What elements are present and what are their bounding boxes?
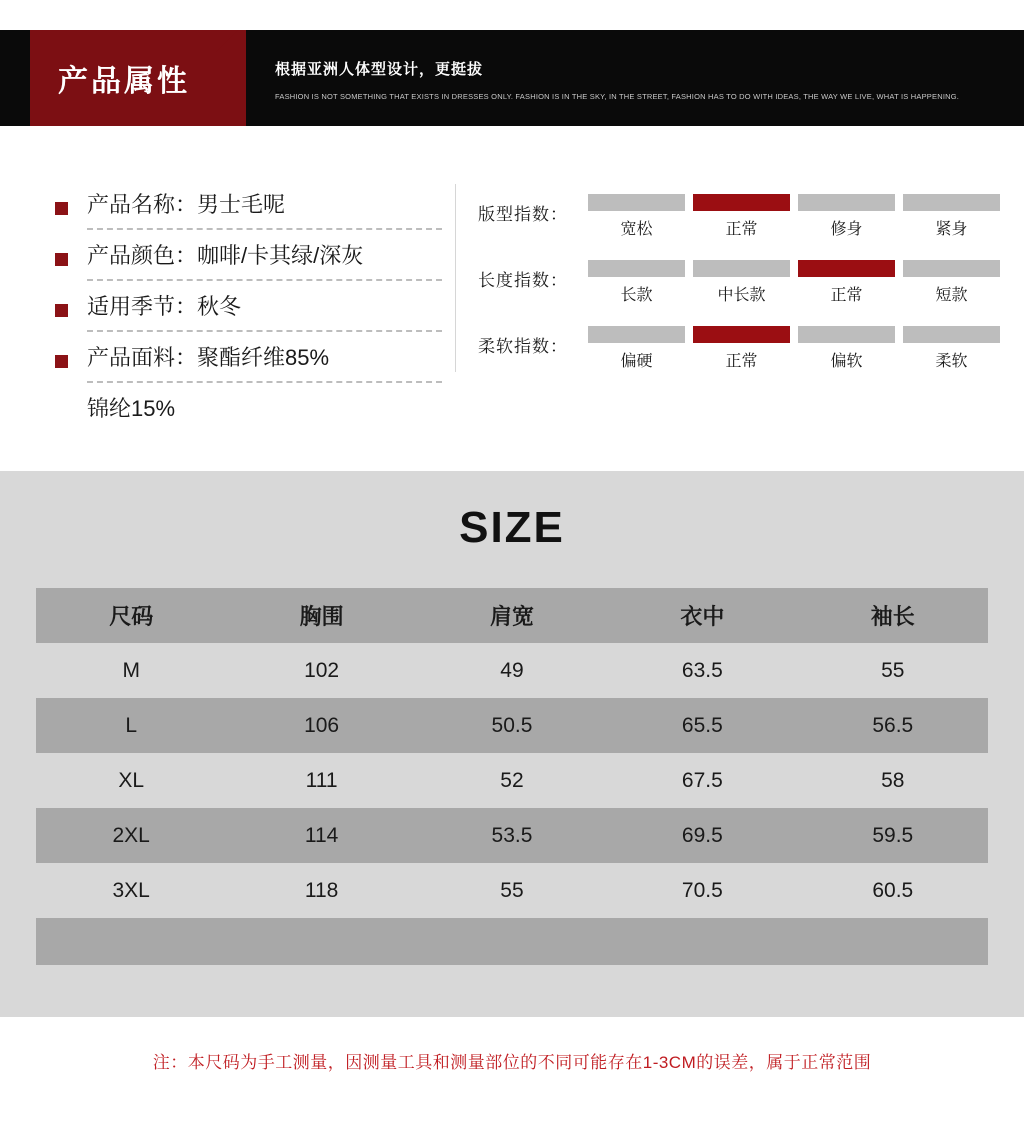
index-segment-active	[693, 326, 790, 343]
index-caption: 宽松	[620, 221, 653, 238]
column-header-chest: 胸围	[226, 588, 416, 643]
size-section	[0, 471, 1024, 1017]
attribute-extra-text: 锦纶15%	[87, 396, 176, 421]
cell-chest: 118	[226, 863, 416, 918]
measurement-note: 注：本尺码为手工测量，因测量工具和测量部位的不同可能存在1-3CM的误差，属于正常范围	[152, 1053, 872, 1072]
size-table	[36, 588, 988, 965]
attribute-row	[55, 286, 450, 337]
index-segment	[798, 326, 895, 343]
table-row	[36, 643, 988, 698]
size-title: SIZE	[459, 503, 565, 552]
measurement-note-section	[0, 1017, 1024, 1117]
banner-tag-notch	[216, 30, 238, 52]
attribute-text: 产品名称：男士毛呢	[87, 192, 286, 217]
footer-cell	[607, 918, 797, 965]
product-attributes-banner	[0, 30, 1024, 126]
index-caption: 修身	[830, 221, 863, 238]
index-captions	[588, 216, 1000, 240]
square-bullet-icon	[55, 202, 68, 215]
cell-length: 65.5	[607, 698, 797, 753]
cell-size: 2XL	[36, 808, 226, 863]
index-label: 长度指数：	[478, 271, 568, 290]
attribute-list	[55, 184, 450, 421]
index-caption: 正常	[725, 221, 758, 238]
cell-shoulder: 53.5	[417, 808, 607, 863]
footer-cell	[798, 918, 988, 965]
table-row	[36, 863, 988, 918]
footer-cell	[36, 918, 226, 965]
footer-cell	[226, 918, 416, 965]
index-segment	[588, 194, 685, 211]
index-segment-active	[693, 194, 790, 211]
index-captions	[588, 348, 1000, 372]
cell-sleeve: 60.5	[798, 863, 988, 918]
index-bars-group	[478, 194, 998, 392]
cell-length: 70.5	[607, 863, 797, 918]
index-label: 柔软指数：	[478, 337, 568, 356]
vertical-divider	[455, 184, 456, 372]
cell-size: XL	[36, 753, 226, 808]
index-caption: 长款	[620, 287, 653, 304]
index-track	[588, 194, 1000, 211]
index-segment	[903, 260, 1000, 277]
table-header-row	[36, 588, 988, 643]
attribute-divider	[87, 381, 442, 383]
column-header-length: 衣中	[607, 588, 797, 643]
index-segment	[903, 194, 1000, 211]
index-segment	[588, 260, 685, 277]
index-caption: 短款	[935, 287, 968, 304]
index-captions	[588, 282, 1000, 306]
attribute-divider	[87, 330, 442, 332]
table-row	[36, 698, 988, 753]
attribute-text: 产品面料：聚酯纤维85%	[87, 345, 330, 370]
attributes-section	[0, 126, 1024, 471]
cell-length: 63.5	[607, 643, 797, 698]
cell-size: M	[36, 643, 226, 698]
index-segment	[798, 194, 895, 211]
index-segment	[903, 326, 1000, 343]
index-group-length	[478, 260, 998, 326]
index-group-softness	[478, 326, 998, 392]
banner-title: 产品属性	[58, 65, 190, 98]
index-caption: 偏硬	[620, 353, 653, 370]
index-segment-active	[798, 260, 895, 277]
index-segment	[693, 260, 790, 277]
index-track	[588, 260, 1000, 277]
attribute-divider	[87, 279, 442, 281]
attribute-row	[55, 235, 450, 286]
cell-size: L	[36, 698, 226, 753]
cell-length: 67.5	[607, 753, 797, 808]
cell-sleeve: 58	[798, 753, 988, 808]
banner-subtitle: 根据亚洲人体型设计，更挺拔	[275, 61, 484, 78]
square-bullet-icon	[55, 355, 68, 368]
column-header-shoulder: 肩宽	[417, 588, 607, 643]
index-caption: 中长款	[717, 287, 766, 304]
cell-sleeve: 55	[798, 643, 988, 698]
index-caption: 偏软	[830, 353, 863, 370]
square-bullet-icon	[55, 304, 68, 317]
attribute-text: 适用季节：秋冬	[87, 294, 242, 319]
attribute-divider	[87, 228, 442, 230]
index-group-fit	[478, 194, 998, 260]
cell-chest: 106	[226, 698, 416, 753]
cell-sleeve: 56.5	[798, 698, 988, 753]
column-header-size: 尺码	[36, 588, 226, 643]
cell-chest: 111	[226, 753, 416, 808]
cell-sleeve: 59.5	[798, 808, 988, 863]
cell-size: 3XL	[36, 863, 226, 918]
index-caption: 正常	[725, 353, 758, 370]
square-bullet-icon	[55, 253, 68, 266]
cell-shoulder: 55	[417, 863, 607, 918]
attribute-row	[55, 337, 450, 388]
table-footer-row	[36, 918, 988, 965]
table-row	[36, 753, 988, 808]
cell-shoulder: 49	[417, 643, 607, 698]
index-label: 版型指数：	[478, 205, 568, 224]
cell-chest: 102	[226, 643, 416, 698]
index-segment	[588, 326, 685, 343]
footer-cell	[417, 918, 607, 965]
index-caption: 紧身	[935, 221, 968, 238]
cell-chest: 114	[226, 808, 416, 863]
attribute-row	[55, 184, 450, 235]
index-caption: 柔软	[935, 353, 968, 370]
index-track	[588, 326, 1000, 343]
cell-shoulder: 50.5	[417, 698, 607, 753]
cell-length: 69.5	[607, 808, 797, 863]
banner-english-caption: FASHION IS NOT SOMETHING THAT EXISTS IN DRESSES ONLY. FASHION IS IN THE SKY, IN THE STREET, FASHION HAS TO DO WITH IDEAS, THE WAY WE LIVE, WHAT IS HAPPENING.	[275, 92, 960, 101]
table-row	[36, 808, 988, 863]
column-header-sleeve: 袖长	[798, 588, 988, 643]
attribute-text: 产品颜色：咖啡/卡其绿/深灰	[87, 243, 364, 268]
cell-shoulder: 52	[417, 753, 607, 808]
index-caption: 正常	[830, 287, 863, 304]
